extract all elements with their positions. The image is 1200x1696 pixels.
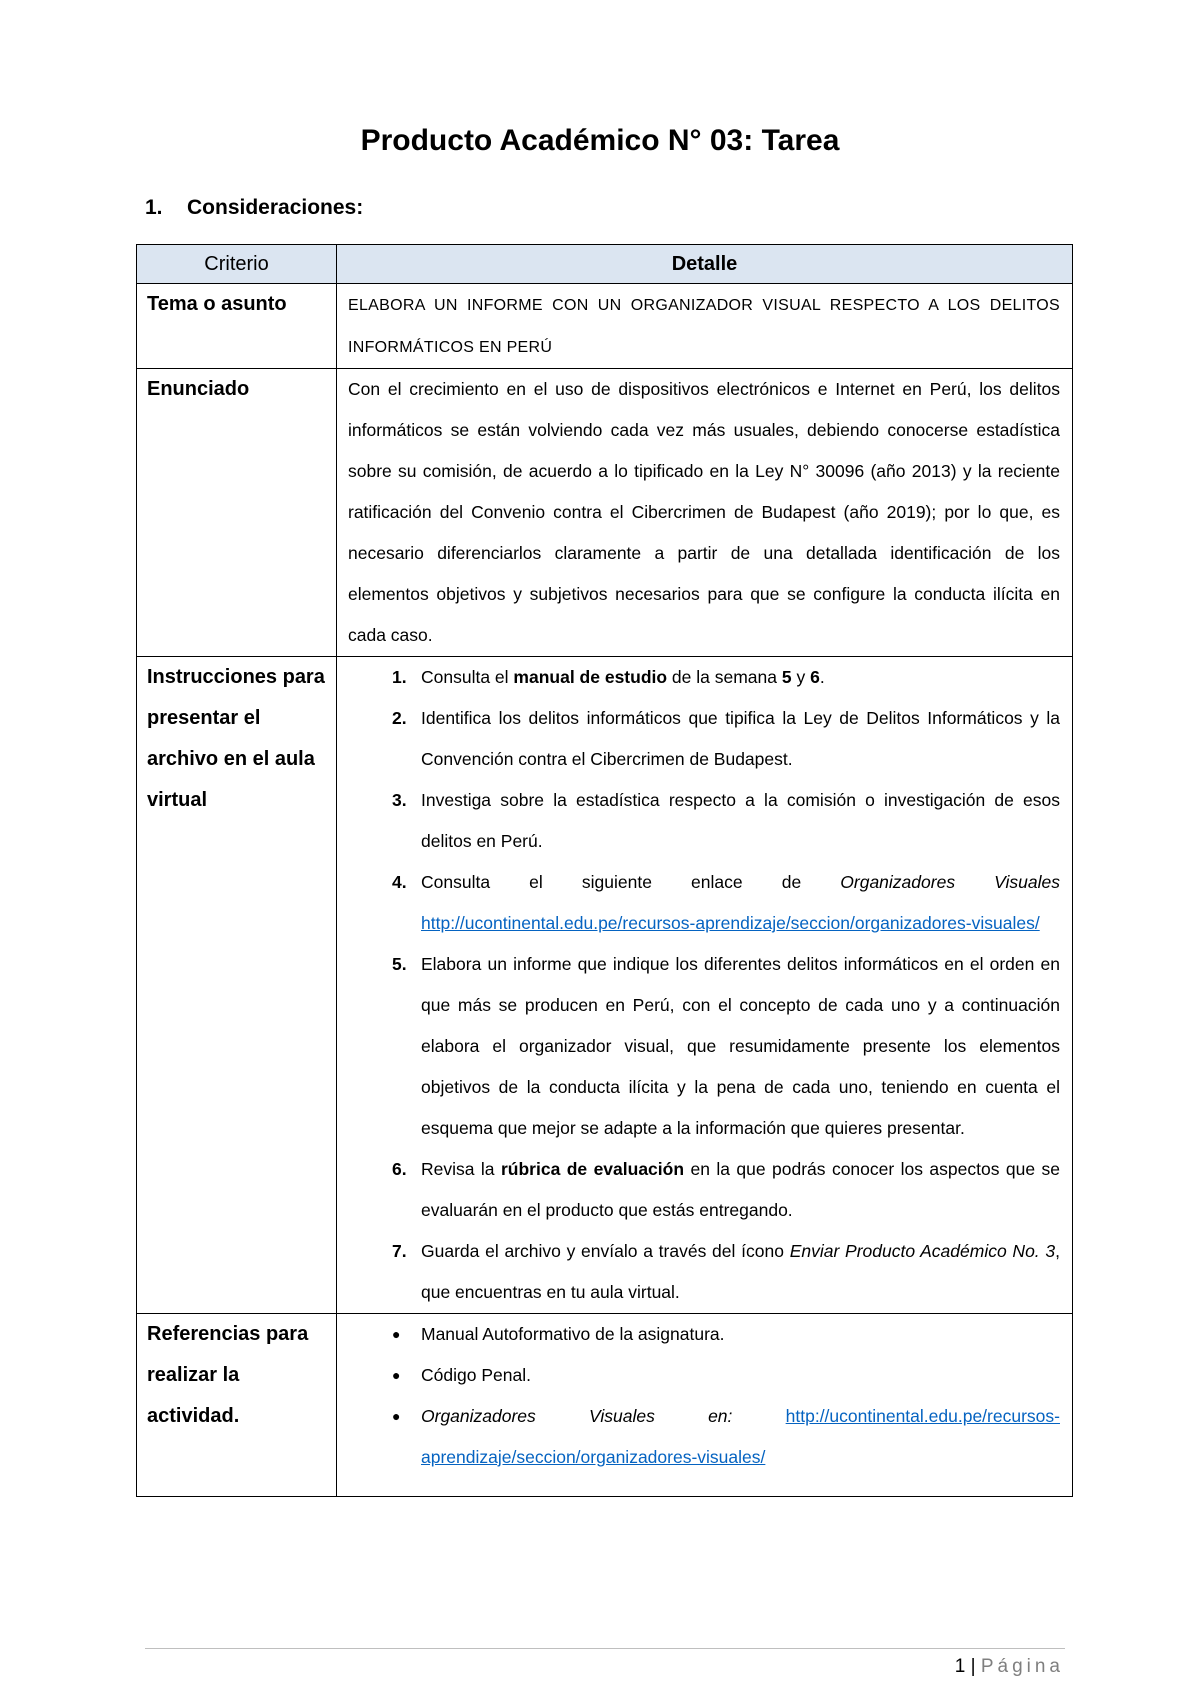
section-heading — [145, 196, 363, 220]
organizadores-link[interactable]: http://ucontinental.edu.pe/recursos-aprendizaje/seccion/organizadores-visuales/ — [421, 913, 1040, 933]
organizadores-link[interactable]: http://ucontinental.edu.pe/recursos-aprendizaje/seccion/organizadores-visuales/ — [421, 1406, 1060, 1467]
row-label-referencias: Referencias para realizar la actividad. — [137, 1314, 337, 1497]
document-title: Producto Académico N° 03: Tarea — [360, 124, 840, 157]
table-row-enunciado — [137, 369, 1073, 657]
item-text: Consulta el — [421, 667, 514, 687]
tema-text: ELABORA UN INFORME CON UN ORGANIZADOR VISUAL RESPECTO A LOS DELITOS INFORMÁTICOS EN PERÚ — [348, 297, 1060, 356]
page-number: 1 — [954, 1656, 966, 1677]
week-5: 5 — [781, 667, 792, 687]
item-text: Investiga sobre la estadística respecto a la comisión o investigación de esos delitos en Perú. — [421, 790, 1060, 851]
table-header-row — [137, 245, 1073, 284]
item-text: Guarda el archivo y envíalo a través del ícono — [421, 1241, 790, 1261]
table-row-instrucciones — [137, 657, 1073, 1314]
manual-estudio-bold: manual de estudio — [513, 667, 668, 687]
item-number: 5. — [392, 954, 407, 974]
list-item — [348, 1355, 1060, 1396]
organizadores-italic: Organizadores Visuales en: — [421, 1406, 733, 1426]
footer-separator: | — [970, 1656, 976, 1677]
row-label-enunciado: Enunciado — [137, 369, 337, 657]
section-number: 1. — [145, 196, 163, 219]
list-item — [348, 1314, 1060, 1355]
row-content-tema — [337, 284, 1073, 369]
list-item — [348, 780, 1060, 862]
list-item — [348, 698, 1060, 780]
footer-divider — [145, 1648, 1065, 1649]
item-text: Identifica los delitos informáticos que tipifica la Ley de Delitos Informáticos y la Convención contra el Cibercrimen de Budapest. — [421, 708, 1060, 769]
table-row-referencias — [137, 1314, 1073, 1497]
item-number: 3. — [392, 790, 407, 810]
header-criterio: Criterio — [137, 245, 337, 284]
item-text: Manual Autoformativo de la asignatura. — [421, 1324, 725, 1344]
organizadores-italic: Organizadores Visuales — [840, 872, 1060, 892]
item-number: 6. — [392, 1159, 407, 1179]
rubrica-bold: rúbrica de evaluación — [500, 1159, 685, 1179]
item-text: Código Penal. — [421, 1365, 531, 1385]
row-label-tema: Tema o asunto — [137, 284, 337, 369]
item-text: Revisa la — [421, 1159, 501, 1179]
list-item — [348, 657, 1060, 698]
item-text: , que encuentras en tu aula virtual. — [421, 1241, 1060, 1302]
list-item — [348, 944, 1060, 1149]
row-label-instrucciones: Instrucciones para presentar el archivo en el aula virtual — [137, 657, 337, 1314]
instructions-list — [348, 657, 1060, 1313]
criteria-table — [136, 244, 1073, 1497]
item-text: en la que podrás conocer los aspectos que se evaluarán en el producto que estás entregando. — [421, 1159, 1060, 1220]
row-content-referencias — [337, 1314, 1073, 1497]
list-item — [348, 862, 1060, 944]
item-text: y — [791, 667, 811, 687]
cell-bottom-spacer — [348, 1478, 1060, 1496]
bullet-icon: ● — [392, 1326, 401, 1342]
enunciado-text: Con el crecimiento en el uso de dispositivos electrónicos e Internet en Perú, los delitos informáticos se están volviendo cada vez más usuales, debiendo conocerse estadística sobre su comisión, de acuerdo a lo tipificado en la Ley N° 30096 (año 2013) y la reciente ratificación del Convenio contra el Cibercrimen de Budapest (año 2019); por lo que, es necesario diferenciarlos claramente a partir de una detallada identificación de los elementos objetivos y subjetivos necesarios para que se configure la conducta ilícita en cada caso. — [337, 369, 1073, 657]
item-number: 1. — [392, 667, 407, 687]
table-row-tema — [137, 284, 1073, 369]
page-label: Página — [980, 1656, 1064, 1677]
list-item — [348, 1149, 1060, 1231]
bullet-icon: ● — [392, 1367, 401, 1383]
item-number: 2. — [392, 708, 407, 728]
item-number: 7. — [392, 1241, 407, 1261]
list-item — [348, 1231, 1060, 1313]
row-content-instrucciones — [337, 657, 1073, 1314]
references-list — [348, 1314, 1060, 1478]
item-text: . — [819, 667, 825, 687]
item-text: Consulta el siguiente enlace de — [421, 872, 841, 892]
item-number: 4. — [392, 872, 407, 892]
section-label: Consideraciones: — [187, 196, 364, 219]
item-text: Elabora un informe que indique los diferentes delitos informáticos en el orden en que más se producen en Perú, con el concepto de cada uno y a continuación elabora el organizador visual, que resumidamente presente los elementos objetivos de la conducta ilícita y la pena de cada uno, teniendo en cuenta el esquema que mejor se adapte a la información que quieres presentar. — [421, 954, 1060, 1138]
enviar-producto-italic: Enviar Producto Académico No. 3 — [789, 1241, 1056, 1261]
header-detalle: Detalle — [337, 245, 1073, 284]
page-footer — [955, 1656, 1064, 1678]
week-6: 6 — [810, 667, 820, 687]
list-item — [348, 1396, 1060, 1478]
bullet-icon: ● — [392, 1408, 401, 1424]
item-text: de la semana — [667, 667, 782, 687]
